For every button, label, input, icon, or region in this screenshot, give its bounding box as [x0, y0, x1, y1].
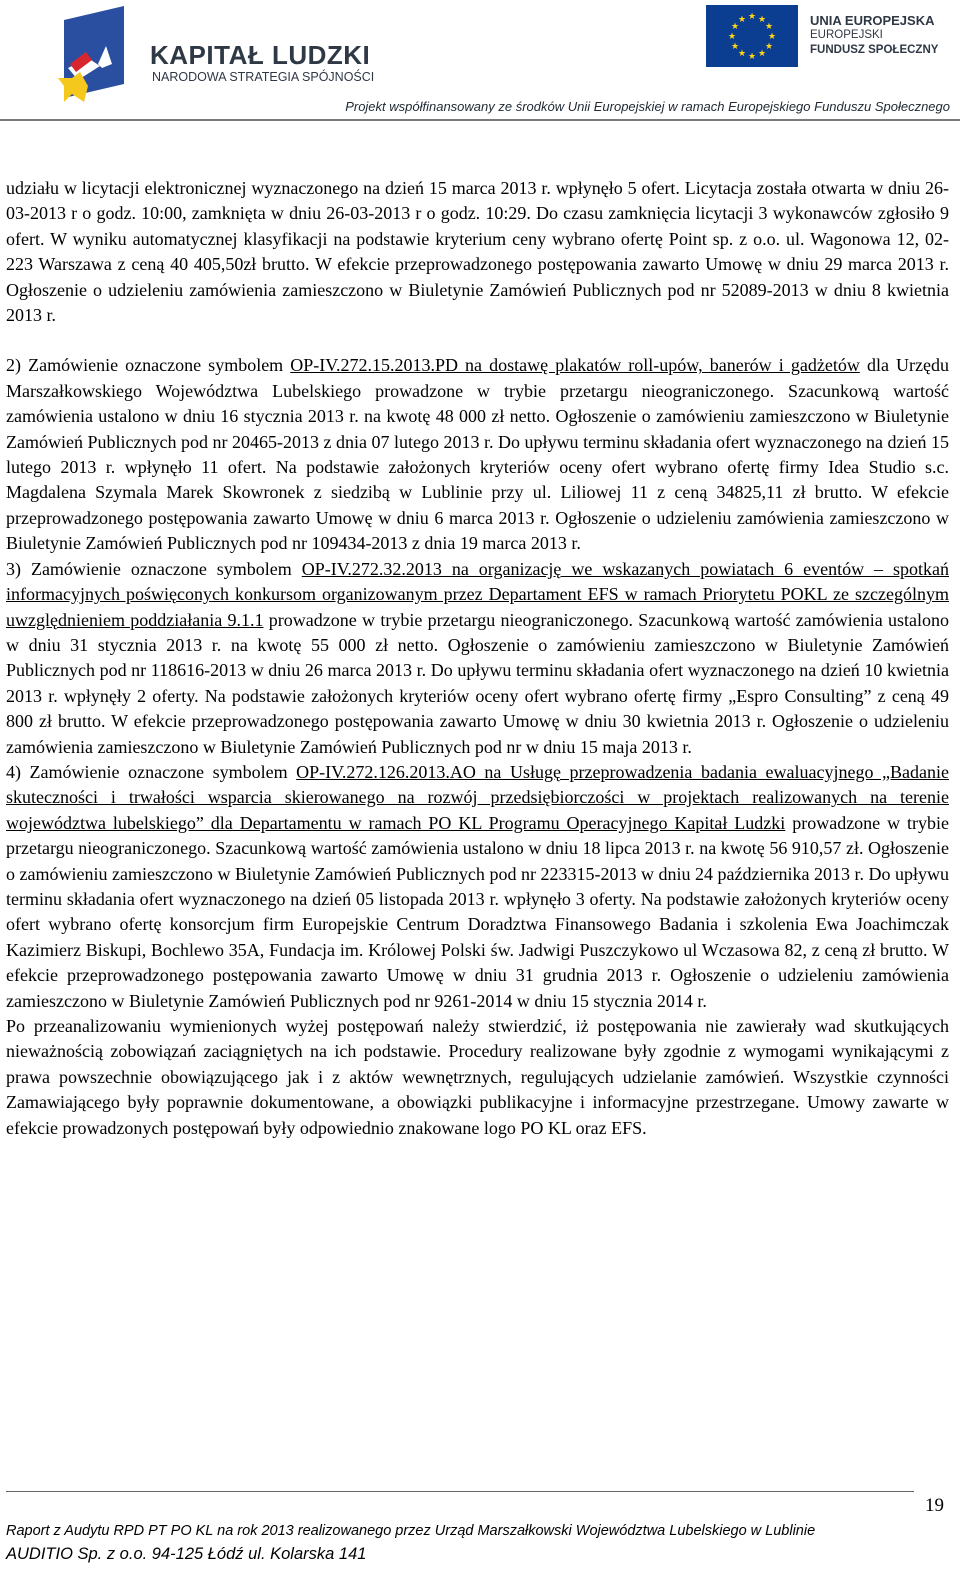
paragraph-order-3	[6, 557, 949, 760]
eu-label	[810, 13, 938, 58]
svg-text:★: ★	[737, 49, 747, 59]
footer-report-title: Raport z Audytu RPD PT PO KL na rok 2013 realizowanego przez Urząd Marszałkowski Województwa Lubelskiego w Lublinie	[6, 1523, 816, 1539]
svg-text:★: ★	[727, 32, 737, 42]
svg-text:★: ★	[757, 15, 767, 25]
kapital-ludzki-logo-icon	[58, 6, 138, 110]
svg-text:★: ★	[764, 22, 774, 32]
eu-union-label: UNIA EUROPEJSKA	[810, 13, 935, 28]
paragraph-conclusion: Po przeanalizowaniu wymienionych wyżej postępowań należy stwierdzić, iż postępowania nie zawierały wad skutkujących nieważnością zobowiązań zaciągniętych na ich podstawie. Procedury realizowane były zgodnie z wymogami wynikającymi z prawa powszechnie obowiązującego jak i z aktów wewnętrznych, regulujących udzielanie zamówień. Wszystkie czynności Zamawiającego były poprawnie dokumentowane, a obowiązki publikacyjne i informacyjne przestrzegane. Umowy zawarte w efekcie prowadzonych postępowań były odpowiednio znakowane logo PO KL oraz EFS.	[6, 1016, 949, 1138]
order-4-intro: 4) Zamówienie oznaczone symbolem	[6, 761, 297, 782]
kapital-ludzki-title: KAPITAŁ LUDZKI	[150, 40, 371, 70]
eu-flag-icon	[706, 5, 798, 67]
svg-text:★: ★	[767, 32, 777, 42]
svg-text:★: ★	[757, 49, 767, 59]
order-4-details: prowadzone w trybie przetargu nieograniczonego. Szacunkową wartość zamówienia ustalono w dniu 18 lipca 2013 r. na kwotę 56 910,57 zł. Ogłoszenie o zamówieniu zamieszczono w Biuletynie Zamówień Publicznych pod nr 223315-2013 w dniu 24 października 2013 r. Do upływu terminu składania ofert wyznaczonego na dzień 05 listopada 2013 r. wpłynęło 3 oferty. Na podstawie założonych kryteriów oceny ofert wybrano ofertę konsorcjum firm Europejskie Centrum Doradztwa Finansowego Badania i szkolenia Ewa Joachimczak Kazimierz Biskupi, Bochlewo 35A, Fundacja im. Królowej Polski św. Jadwigi Puszczykowo ul Wczasowa 82, z ceną zł brutto. W efekcie przeprowadzonego postępowania zawarto Umowę w dniu 31 grudnia 2013 r. Ogłoszenie o udzieleniu zamówienia zamieszczono w Biuletynie Zamówień Publicznych pod nr 9261-2014 w dniu 15 stycznia 2014 r.	[6, 812, 950, 1011]
footer-auditor-address: AUDITIO Sp. z o.o. 94-125 Łódź ul. Kolarska 141	[6, 1545, 367, 1563]
eu-european-label: EUROPEJSKI	[810, 29, 883, 41]
svg-text:★: ★	[737, 15, 747, 25]
order-3-intro: 3) Zamówienie oznaczone symbolem	[6, 558, 302, 579]
order-2-intro: 2) Zamówienie oznaczone symbolem	[6, 355, 291, 376]
paragraph-order-2	[6, 353, 949, 556]
svg-text:★: ★	[747, 52, 757, 62]
page-number: 19	[925, 1495, 944, 1516]
header-divider	[0, 119, 960, 121]
eu-social-fund-label: FUNDUSZ SPOŁECZNY	[810, 44, 939, 56]
order-2-symbol: OP-IV.272.15.2013.PD na dostawę plakatów roll-upów, banerów i gadżetów	[290, 355, 860, 376]
order-3-symbol: OP-IV.272.32.2013 na organizację we wskazanych powiatach 6 eventów – spotkań informacyjnych poświęconych konkursom organizowanym przez Departament EFS w ramach Priorytetu POKL ze szczególnym uwzględnieniem poddziałania 9.1.1	[6, 558, 949, 630]
page-header	[0, 0, 960, 120]
svg-text:★: ★	[730, 22, 740, 32]
document-body	[6, 176, 949, 1141]
footer-divider	[6, 1491, 914, 1492]
project-cofinancing-note: Projekt współfinansowany ze środków Unii Europejskiej w ramach Europejskiego Funduszu Społecznego	[345, 99, 950, 114]
paragraph-order-4	[6, 760, 949, 1014]
kapital-ludzki-subtitle: NARODOWA STRATEGIA SPÓJNOŚCI	[152, 70, 375, 84]
order-4-symbol: OP-IV.272.126.2013.AO na Usługę przeprowadzenia badania ewaluacyjnego „Badanie skuteczności i trwałości wsparcia skierowanego na rozwój przedsiębiorczości w projektach realizowanych na terenie województwa lubelskiego” dla Departamentu w ramach PO KL Programu Operacyjnego Kapitał Ludzki	[6, 761, 949, 833]
svg-text:★: ★	[764, 42, 774, 52]
order-2-details: dla Urzędu Marszałkowskiego Województwa Lubelskiego prowadzone w trybie przetargu nieograniczonego. Szacunkową wartość zamówienia ustalono w dniu 16 stycznia 2013 r. na kwotę 48 000 zł netto. Ogłoszenie o zamówieniu zamieszczono w Biuletynie Zamówień Publicznych pod nr 20465-2013 z dnia 07 lutego 2013 r. Do upływu terminu składania ofert wyznaczonego na dzień 15 lutego 2013 r. wpłynęło 11 ofert. Na podstawie założonych kryteriów oceny ofert wybrano ofertę firmy Idea Studio s.c. Magdalena Szymala Marek Skowronek z siedzibą w Lublinie przy ul. Liliowej 11 z ceną 34825,11 zł brutto. W efekcie przeprowadzonego postępowania zawarto Umowę w dniu 6 marca 2013 r. Ogłoszenie o udzieleniu zamówienia zamieszczono w Biuletynie Zamówień Publicznych pod nr 109434-2013 z dnia 19 marca 2013 r.	[6, 355, 949, 554]
order-3-details: prowadzone w trybie przetargu nieograniczonego. Szacunkową wartość zamówienia ustalono w dniu 31 stycznia 2013 r. na kwotę 55 000 zł netto. Ogłoszenie o zamówieniu zamieszczono w Biuletynie Zamówień Publicznych pod nr 118616-2013 w dniu 26 marca 2013 r. Do upływu terminu składania ofert wyznaczonego na dzień 10 kwietnia 2013 r. wpłynęły 2 oferty. Na podstawie założonych kryteriów oceny ofert wybrano ofertę firmy „Espro Consulting” z ceną 49 800 zł brutto. W efekcie przeprowadzonego postępowania zawarto Umowę w dniu 30 kwietnia 2013 r. Ogłoszenie o udzieleniu zamówienia zamieszczono w Biuletynie Zamówień Publicznych pod nr w dniu 15 maja 2013 r.	[6, 609, 950, 757]
svg-text:★: ★	[747, 12, 757, 22]
svg-text:★: ★	[730, 42, 740, 52]
paragraph-1: udziału w licytacji elektronicznej wyznaczonego na dzień 15 marca 2013 r. wpłynęło 5 ofert. Licytacja została otwarta w dniu 26-03-2013 r o godz. 10:00, zamknięta w dniu 26-03-2013 r o godz. 10:29. Do czasu zamknięcia licytacji 3 wykonawców zgłosiło 9 ofert. W wyniku automatycznej klasyfikacji na podstawie kryterium ceny wybrano ofertę Point sp. z o.o. ul. Wagonowa 12, 02-223 Warszawa z ceną 40 405,50zł brutto. W efekcie przeprowadzonego postępowania zawarto Umowę w dniu 29 marca 2013 r. Ogłoszenie o udzieleniu zamówienia zamieszczono w Biuletynie Zamówień Publicznych pod nr 52089-2013 w dniu 8 kwietnia 2013 r.	[6, 178, 949, 326]
